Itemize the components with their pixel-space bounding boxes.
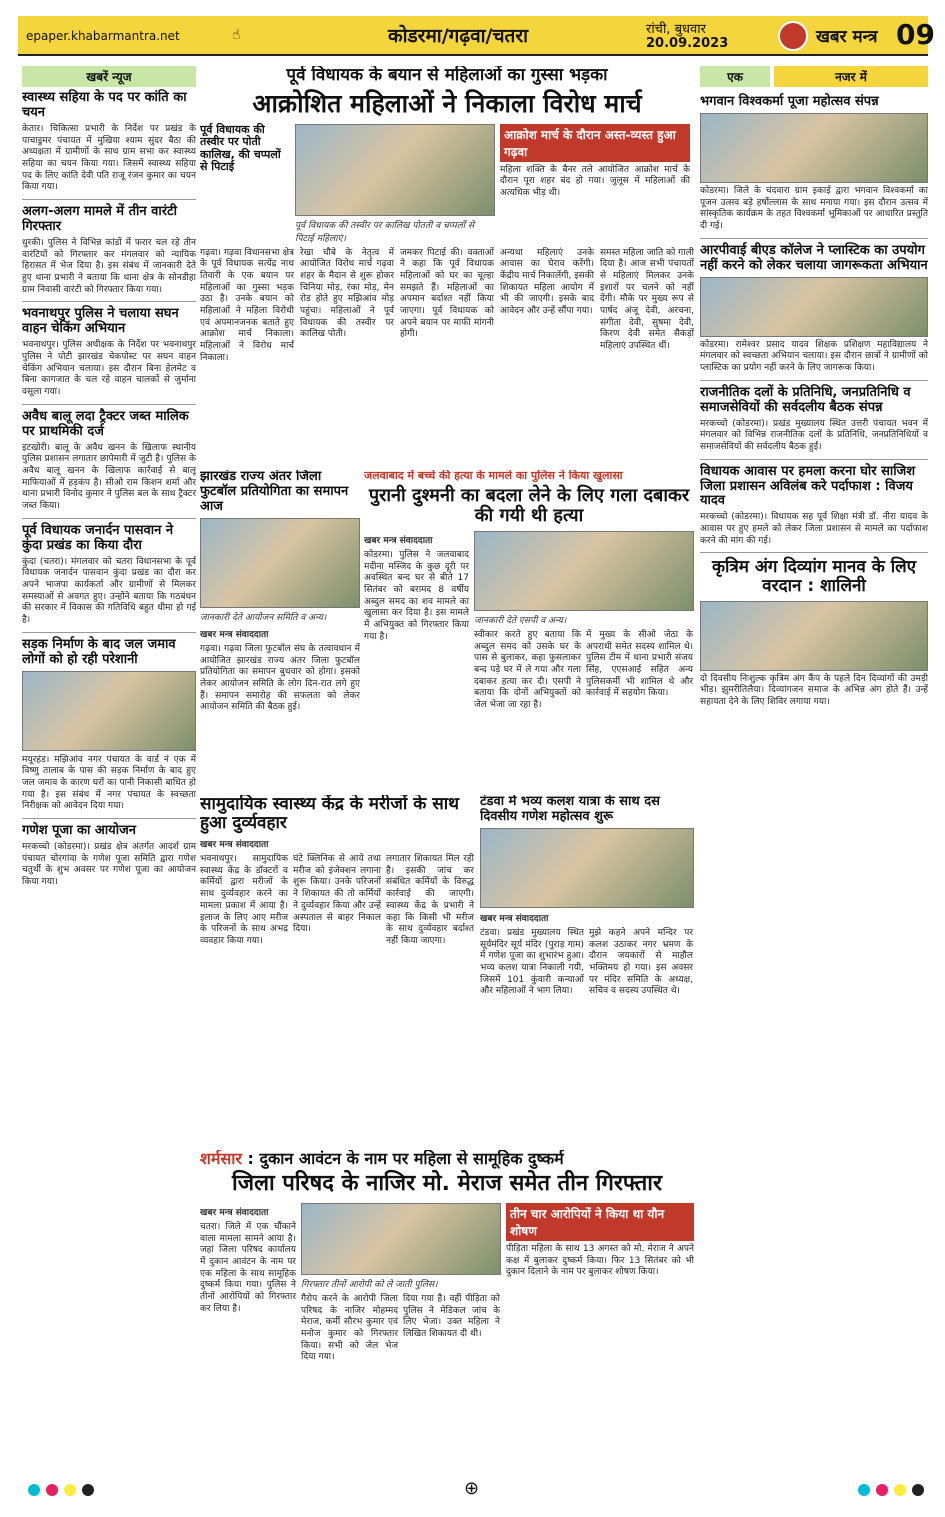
page-header bbox=[18, 16, 935, 56]
photo-caption: पूर्व विधायक की तस्वीर पर कालिख पोतती व चप्पलों से पिटाई महिलाएं। bbox=[295, 220, 475, 244]
photo-caption: जानकारी देते आयोजन समिति व अन्य। bbox=[200, 612, 327, 623]
procession-photo bbox=[480, 828, 694, 908]
left-column bbox=[22, 66, 196, 1471]
byline: खबर मन्त्र संवाददाता bbox=[480, 913, 549, 924]
divider bbox=[700, 552, 928, 553]
article-text: गैरोप करने के आरोपी जिला परिषद के नाजिर मोहम्मद मेराज, कर्मी सौरभ कुमार एवं मनोज कुमार को गिरफ्तार किया। सभी को जेल भेज दिया गया। bbox=[301, 1294, 398, 1363]
headline: कृत्रिम अंग दिव्यांग मानव के लिए वरदान : शालिनी bbox=[711, 557, 917, 597]
registration-mark-icon: ⊕ bbox=[464, 1478, 480, 1499]
article-text: मरकच्चो (कोडरमा)। प्रखंड क्षेत्र अंतर्गत आदर्श ग्राम पंचायत चोरगांवा के गणेश पूजा समिति द्वारा गणेश चतुर्थी के शुभ अवसर पर गणेश पूजा का आयोजन किया गया। bbox=[22, 841, 196, 887]
kicker: पूर्व विधायक के बयान से महिलाओं का गुस्सा भड़का bbox=[286, 66, 608, 85]
kicker-red: शर्मसार bbox=[200, 1150, 242, 1168]
article-text: लगातार शिकायत मिल रही है। इसकी जांच कर संबंधित कर्मियों के विरुद्ध कार्रवाई की जाएगी। स्वास्थ्य केंद्र के प्रभारी ने कहा कि किसी भी मरीज के साथ दुर्व्यवहार बर्दाश्त नहीं किया जाएगा। bbox=[386, 854, 474, 946]
brand-logo-icon bbox=[778, 21, 808, 51]
article-text: मरकच्चो (कोडरमा)। प्रखंड मुख्यालय स्थित उत्तरी पंचायत भवन में मंगलवार को विभिन्न राजनीतिक दलों के प्रतिनिधि, जनप्रतिनिधियों व समाजसेवियों की सर्वदलीय बैठक हुई। bbox=[700, 418, 928, 452]
photo-caption: गिरफ्तार तीनों आरोपी को ले जाती पुलिस। bbox=[301, 1280, 438, 1291]
article-text: मरकच्चो (कोडरमा)। विधायक सह पूर्व शिक्षा मंत्री डॉ. नीरा यादव के आवास पर हुए हमले को लेकर जिला प्रशासन से मामले का पर्दाफाश करने की मांग की गई। bbox=[700, 512, 928, 546]
article-text: मयूरहंड। मझिआंव नगर पंचायत के वार्ड नं एक में विष्णु तालाब के पास की सड़क निर्माण के बाद हुए जल जमाव के कारण घरों का पानी निकासी बाधित हो गया है। इस संबंध में नगर पंचायत के स्वच्छता निरीक्षक को आवेदन दिया गया। bbox=[22, 754, 196, 812]
column-tag: एक bbox=[700, 66, 770, 87]
article-text: मुझे कहने अपने मन्दिर पर कलश उठाकर नगर भ्रमण के दौरान जयकारों से माहौल भक्तिमय हो गया। इस अवसर पर मंदिर समिति के अध्यक्ष, सचिव व सदस्य उपस्थित थे। bbox=[589, 927, 693, 997]
headline: जिला परिषद के नाजिर मो. मेराज समेत तीन गिरफ्तार bbox=[232, 1171, 662, 1197]
article-text: कोडरमा। रामेश्वर प्रसाद यादव शिक्षक प्रशिक्षण महाविद्यालय ने मंगलवार को स्वच्छता अभियान चलाया। इस दौरान छात्रों ने ग्रामीणों को प्लास्टिक का प्रयोग नहीं करने के लिए जागरूक किया। bbox=[700, 339, 928, 373]
headline: स्वास्थ्य सहिया के पद पर कांति का चयन bbox=[22, 90, 187, 120]
headline: आरपीवाई बीएड कॉलेज ने प्लास्टिक का उपयोग नहीं करने को लेकर चलाया जागरूकता अभियान bbox=[700, 242, 928, 273]
kicker: जलवाबाद में बच्चे की हत्या के मामले का पुलिस ने किया खुलासा bbox=[364, 470, 623, 482]
divider bbox=[22, 199, 196, 200]
city-day: रांची, बुधवार bbox=[646, 22, 706, 37]
color-dot bbox=[82, 1484, 94, 1496]
crime-story bbox=[200, 1150, 694, 1470]
section-title: कोडरमा/गढ़वा/चतरा bbox=[388, 25, 529, 47]
byline: खबर मन्त्र संवाददाता bbox=[200, 629, 269, 640]
article-text: इटखोरी। बालू के अवैध खनन के खिलाफ स्थानीय पुलिस प्रशासन लगातार छापेमारी में जुटी है। पुलिस के अवैध बालू खनन के खिलाफ कार्रवाई से बालू माफियाओं में हड़कंप है। सीओ राम किशन शर्मा और थाना प्रभारी विनोद कुमार ने पुलिस बल के साथ ट्रैक्टर जब्त किया। bbox=[22, 442, 196, 511]
headline: राजनीतिक दलों के प्रतिनिधि, जनप्रतिनिधि व समाजसेवियों की सर्वदलीय बैठक संपन्न bbox=[700, 384, 911, 415]
health-story bbox=[200, 795, 475, 1145]
color-dot bbox=[912, 1484, 924, 1496]
photo-caption: जानकारी देते एसपी व अन्य। bbox=[474, 615, 567, 626]
kicker bbox=[200, 1150, 694, 1168]
color-dot bbox=[46, 1484, 58, 1496]
article-text: टंडवा। प्रखंड मुख्यालय स्थित सूर्यमंदिर सूर्य मंदिर (पुराड़ गाम) में गणेश पूजा का शुभारंभ हुआ। भव्य कलश यात्रा निकाली गयी, जिसमें 101 कुंवारी कन्याओं और महिलाओं ने भाग लिया। bbox=[480, 927, 584, 997]
color-dot bbox=[858, 1484, 870, 1496]
divider bbox=[22, 518, 196, 519]
article-text: कोडरमा। जिले के चंदवारा ग्राम इकाई द्वारा भगवान विश्वकर्मा का पूजन उत्सव बड़े हर्षोल्लास के साथ मनाया गया। इस दौरान उत्सव में सांस्कृतिक कार्यक्रम के तहत विश्वकर्मा भूमिकाओं पर आधारित प्रस्तुति दी गई। bbox=[700, 185, 928, 231]
side-text: महिला शक्ति के बैनर तले आयोजित आक्रोश मार्च के दौरान पूरा शहर बंद हो गया। जुलूस में महिलाओं की अत्यधिक भीड़ थी। bbox=[500, 164, 690, 198]
divider bbox=[700, 380, 928, 381]
divider bbox=[700, 459, 928, 460]
article-text: गढ़वा। गढ़वा जिला फुटबॉल संघ के तत्वावधान में आयोजित झारखंड राज्य अंतर जिला फुटबॉल प्रतियोगिता का समापन बुधवार को होगा। इसको लेकर आयोजन समिति के लोग दिन-रात लगे हुए हैं। समापन समारोह की सफलता को लेकर आयोजन समिति की बैठक हुई। bbox=[200, 643, 360, 713]
divider bbox=[22, 632, 196, 633]
byline: खबर मन्त्र संवाददाता bbox=[200, 840, 269, 851]
college-photo bbox=[700, 277, 928, 337]
divider bbox=[22, 404, 196, 405]
byline: खबर मन्त्र संवाददाता bbox=[364, 535, 433, 546]
divider bbox=[22, 301, 196, 302]
article-text: जमकर पिटाई की। वक्ताओं ने कहा कि पूर्व विधायक महिलाओं को घर का चूल्हा समझते हैं। महिलाओं का अपमान बर्दाश्त नहीं किया जाएगा। पूर्व विधायक को अपने बयान पर माफी मांगनी होगी। bbox=[400, 247, 494, 340]
protest-story bbox=[200, 66, 694, 466]
article-text: कुंदा (चतरा)। मंगलवार को चतरा विधानसभा के पूर्व विधायक जनार्दन पासवान कुंदा प्रखंड का दौरा कर अपने भाजपा कार्यकर्ता और ग्रामीणों से मिलकर समस्याओं से अवगत हुए। उन्होंने बताया कि गठबंधन की सरकार में विकास की गतिविधि बहुत धीमा हो गई है। bbox=[22, 556, 196, 625]
headline: झारखंड राज्य अंतर जिला फुटबॉल प्रतियोगिता का समापन आज bbox=[200, 470, 349, 514]
headline: अलग-अलग मामले में तीन वारंटी गिरफ्तार bbox=[22, 204, 177, 234]
news-photo bbox=[22, 671, 196, 751]
brand-name: खबर मन्त्र bbox=[816, 27, 878, 47]
headline: गणेश पूजा का आयोजन bbox=[22, 822, 136, 838]
color-dot bbox=[28, 1484, 40, 1496]
article-text: केतार। चिकित्सा प्रभारी के निर्देश पर प्रखंड के पाचाडुमर पंचायत में मुखिया श्याम सुंदर बैठा की अध्यक्षता में ग्रामीणों के साथ ग्राम सभा कर स्वास्थ्य सहिया का चयन किया गया। जिसमें स्वास्थ्य सहिया पद के लिए कांति देवी पति राजू रंजन कुमार का चयन किया गया। bbox=[22, 123, 196, 193]
headline: सामुदायिक स्वास्थ्य केंद्र के मरीजों के साथ हुआ दुर्व्यवहार bbox=[200, 795, 459, 834]
ganesh-story bbox=[480, 795, 694, 1145]
meeting-photo bbox=[200, 518, 360, 608]
headline: पुरानी दुश्मनी का बदला लेने के लिए गला दबाकर की गयी थी हत्या bbox=[368, 484, 690, 526]
right-column bbox=[700, 66, 928, 1471]
headline: अवैध बालू लदा ट्रैक्टर जब्त मालिक पर प्राथमिकी दर्ज bbox=[22, 408, 189, 439]
color-dot bbox=[64, 1484, 76, 1496]
divider bbox=[22, 818, 196, 819]
side-headline: आक्रोश मार्च के दौरान अस्त-व्यस्त हुआ गढ़वा bbox=[500, 124, 690, 162]
headline: सड़क निर्माण के बाद जल जमाव लोगों को हो रही परेशानी bbox=[22, 636, 176, 667]
headline: विधायक आवास पर हमला करना घोर साजिश जिला प्रशासन अविलंब करे पर्दाफाश : विजय यादव bbox=[700, 463, 916, 509]
issue-date: 20.09.2023 bbox=[646, 36, 729, 51]
police-photo bbox=[474, 531, 694, 611]
article-text: रेखा चौबे के नेतृत्व में आयोजित विरोध मार्च गढ़वा शहर के मैदान से शुरू होकर चिनिया मोड़, रंका मोड़, मेन रोड होते हुए मझिआंव मोड़ पहुंचा। महिलाओं ने पूर्व विधायक की तस्वीर पर कालिख पोती। bbox=[300, 247, 394, 340]
article-text: दिया गया है। वहीं पीड़िता को पुलिस ने मेडिकल जांच के लिए भेजा। उक्त महिला ने लिखित शिकायत दी थी। bbox=[403, 1294, 500, 1340]
article-text: में मुख्य के सीओ जेठा के अपराधी समेत सदस्य शामिल थे। पुलिस टीम में थाना प्रभारी संजय सिंह, एएसआई सहित अन्य पुलिसकर्मी भी शामिल थे और कार्रवाई में सहयोग किया। bbox=[586, 629, 693, 699]
byline: खबर मन्त्र संवाददाता bbox=[200, 1208, 269, 1219]
kicker-text: : दुकान आवंटन के नाम पर महिला से सामूहिक दुष्कर्म bbox=[247, 1150, 564, 1168]
murder-story bbox=[364, 470, 694, 790]
page-footer bbox=[18, 1478, 928, 1502]
side-text: पीड़िता महिला के साथ 13 अगस्त को मो. मेराज ने अपने कक्ष में बुलाकर दुष्कर्म किया। फिर 13 सितंबर को भी दुकान दिलाने के नाम पर बुलाकर शोषण किया। bbox=[506, 1244, 694, 1278]
headline: भवनाथपुर पुलिस ने चलाया सघन वाहन चेकिंग अभियान bbox=[22, 306, 179, 337]
article-text: भवनाथपुर। सामुदायिक स्वास्थ्य केंद्र के डॉक्टरों व कर्मियों द्वारा मरीजों के साथ दुर्व्यवहार करने का मामला प्रकाश में आया है। इलाज के लिए आए मरीज के परिजनों के साथ अभद्र व्यवहार किया गया। bbox=[200, 854, 288, 946]
side-headline: तीन चार आरोपियों ने किया था यौन शोषण bbox=[506, 1203, 694, 1241]
article-text: समस्त महिला जाति को गाली दिया है। आज सभी पंचायतों से महिलाएं मिलकर उनके इशारों पर चलने को नहीं देंगी। मौके पर मुख्य रूप से पार्षद अंजू देवी, अरचना, संगीता देवी, सुषमा देवी, किरण देवी समेत सैकड़ों महिलाएं उपस्थित थीं। bbox=[600, 247, 694, 352]
site-url[interactable]: epaper.khabarmantra.net bbox=[26, 29, 180, 43]
divider bbox=[700, 238, 928, 239]
article-text: दो दिवसीय निःशुल्क कृत्रिम अंग कैंप के पहले दिन दिव्यांगों की उमड़ी भीड़। झुमरीतिलैया। दिव्यांगजन समाज के अभिन्न अंग होते हैं। उन्हें सहायता देने के लिए शिविर लगाया गया। bbox=[700, 673, 928, 707]
headline: भगवान विश्वकर्मा पूजा महोत्सव संपन्न bbox=[700, 94, 879, 109]
subheadline: पूर्व विधायक की तस्वीर पर पोती कालिख, की चप्पलों से पिटाई bbox=[200, 122, 281, 174]
article-text: घंटे क्लिनिक से आये तथा मरीज को इंजेक्शन लगाना शुरू किया। उनके परिजनों ने शिकायत की तो कर्मियों ने दुर्व्यवहार किया और उन्हें अस्पताल से बाहर निकाल दिया। bbox=[293, 854, 381, 935]
article-text: भवनाथपुर। पुलिस अधीक्षक के निर्देश पर भवनाथपुर पुलिस ने पोटी झारखंड चेकपोस्ट पर सघन वाहन चेकिंग अभियान चलाया। इस दौरान बिना हेलमेट व बिना कागजात के चल रहे वाहन चालकों से जुर्माना वसूला गया। bbox=[22, 340, 196, 397]
camp-photo bbox=[700, 601, 928, 671]
article-text: चतरा। जिले में एक चौंकाने वाला मामला सामने आया है। जहां जिला परिषद कार्यालय में दुकान आवंटन के नाम पर एक महिला के साथ सामूहिक दुष्कर्म किया गया। पुलिस ने तीनों आरोपियों को गिरफ्तार कर लिया है। bbox=[200, 1222, 296, 1314]
color-dot bbox=[876, 1484, 888, 1496]
football-story bbox=[200, 470, 360, 790]
article-text: धुरकी। पुलिस ने विभिन्न कांडों में फरार चल रहे तीन वारंटियों को गिरफ्तार कर मंगलवार को न्यायिक हिरासत में भेज दिया है। इस संबंध में जानकारी देते हुए थाना प्रभारी ने बताया कि थाना क्षेत्र के सोनडीहा ग्राम निवासी वारंटी को गिरफ्तार किया गया। bbox=[22, 237, 196, 295]
headline: टंडवा में भव्य कलश यात्रा के साथ दस दिवसीय गणेश महोत्सव शुरू bbox=[480, 795, 660, 824]
arrest-photo bbox=[301, 1203, 501, 1275]
article-text: कोडरमा। पुलिस ने जलवाबाद मदीना मस्जिद के कुछ दूरी पर अवस्थित बन्द घर से बीते 17 सितंबर को बरामद 8 वर्षीय अब्दुल समद का शव मामले का खुलासा कर दिया है। इस मामले में अभियुक्त को गिरफ्तार किया गया है। bbox=[364, 549, 469, 642]
column-tag: खबरें न्यूज bbox=[22, 66, 196, 87]
article-text: स्वीकार करते हुए बताया कि अब्दुल समद को उसके घर के पास से बुलाकर, कहा फुसलाकर बन्द पड़े घर में ले गया और गला दबाकर हत्या कर दी। एसपी ने बताया कि दोनों अभियुक्तों को जेल भेजा जा रहा है। bbox=[474, 629, 581, 711]
puja-photo bbox=[700, 113, 928, 183]
column-tag: नजर में bbox=[774, 66, 928, 87]
color-dot bbox=[894, 1484, 906, 1496]
page-number: 09 bbox=[896, 18, 935, 51]
main-headline: आक्रोशित महिलाओं ने निकाला विरोध मार्च bbox=[252, 88, 642, 118]
article-text: गढ़वा। गढ़वा विधानसभा क्षेत्र के पूर्व विधायक सत्येंद्र नाथ तिवारी के एक बयान पर महिलाओं का गुस्सा भड़क उठा है। उनके बयान को महिलाओं ने महिला विरोधी एवं अपमानजनक बताते हुए आक्रोश मार्च निकाला। महिलाओं ने विरोध मार्च निकाला। bbox=[200, 247, 294, 363]
article-text: अन्यथा महिलाएं उनके आवास का घेराव करेंगी। केंद्रीय मार्च निकालेंगी, इसकी शिकायत महिला आयोग में भी की जाएगी। इसके बाद आवेदन और उन्हें सौंपा गया। bbox=[500, 247, 594, 316]
headline: पूर्व विधायक जनार्दन पासवान ने कुंदा प्रखंड का किया दौरा bbox=[22, 522, 174, 553]
pointer-icon: ☝ bbox=[232, 27, 241, 43]
protest-photo bbox=[295, 124, 495, 216]
